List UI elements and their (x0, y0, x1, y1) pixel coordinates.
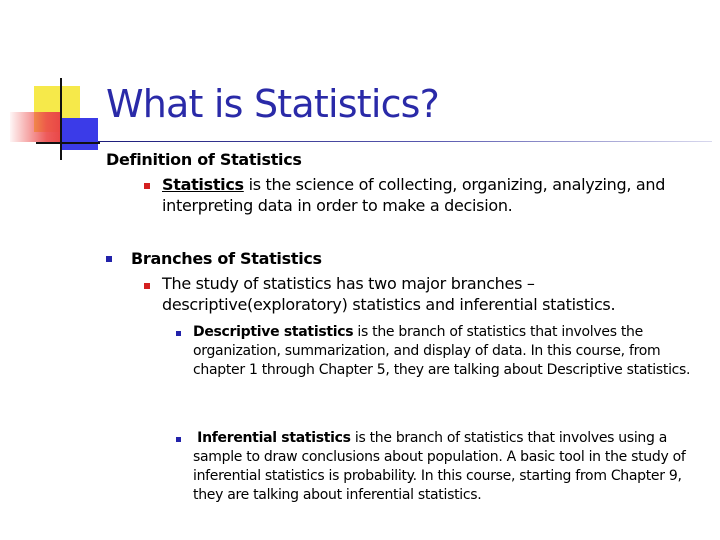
bullet-icon (144, 283, 150, 289)
inferential-item (193, 429, 705, 505)
bullet-icon (106, 256, 112, 262)
title-underline (98, 141, 712, 142)
inferential-term: Inferential statistics (197, 430, 351, 446)
branches-heading: Branches of Statistics (131, 249, 322, 268)
descriptive-text: is the branch of statistics that involves the organization, summarization, and display of data. In this course, from chapter 1 through Chapter 5, they are talking about Descriptive statistics. (193, 324, 691, 378)
descriptive-term: Descriptive statistics (193, 324, 354, 340)
bullet-icon (176, 331, 181, 336)
decorative-vertical-line (60, 78, 62, 160)
decorative-horizontal-line (36, 142, 100, 144)
branches-text: The study of statistics has two major branches – descriptive(exploratory) statistics and inferential statistics. (162, 274, 616, 314)
definition-heading: Definition of Statistics (106, 150, 302, 169)
definition-text: is the science of collecting, organizing, analyzing, and interpreting data in order to make a decision. (162, 175, 666, 215)
bullet-icon (176, 437, 181, 442)
slide-title: What is Statistics? (106, 82, 440, 126)
definition-term: Statistics (162, 175, 244, 194)
definition-item (162, 174, 714, 216)
decorative-blue-square (62, 118, 98, 150)
bullet-icon (144, 183, 150, 189)
descriptive-item (193, 323, 705, 380)
decorative-red-bar (10, 112, 62, 142)
inferential-text: is the branch of statistics that involves using a sample to draw conclusions about population. A basic tool in the study of inferential statistics is probability. In this course, starting from Chapter 9, they are talking about inferential statistics. (193, 430, 686, 503)
